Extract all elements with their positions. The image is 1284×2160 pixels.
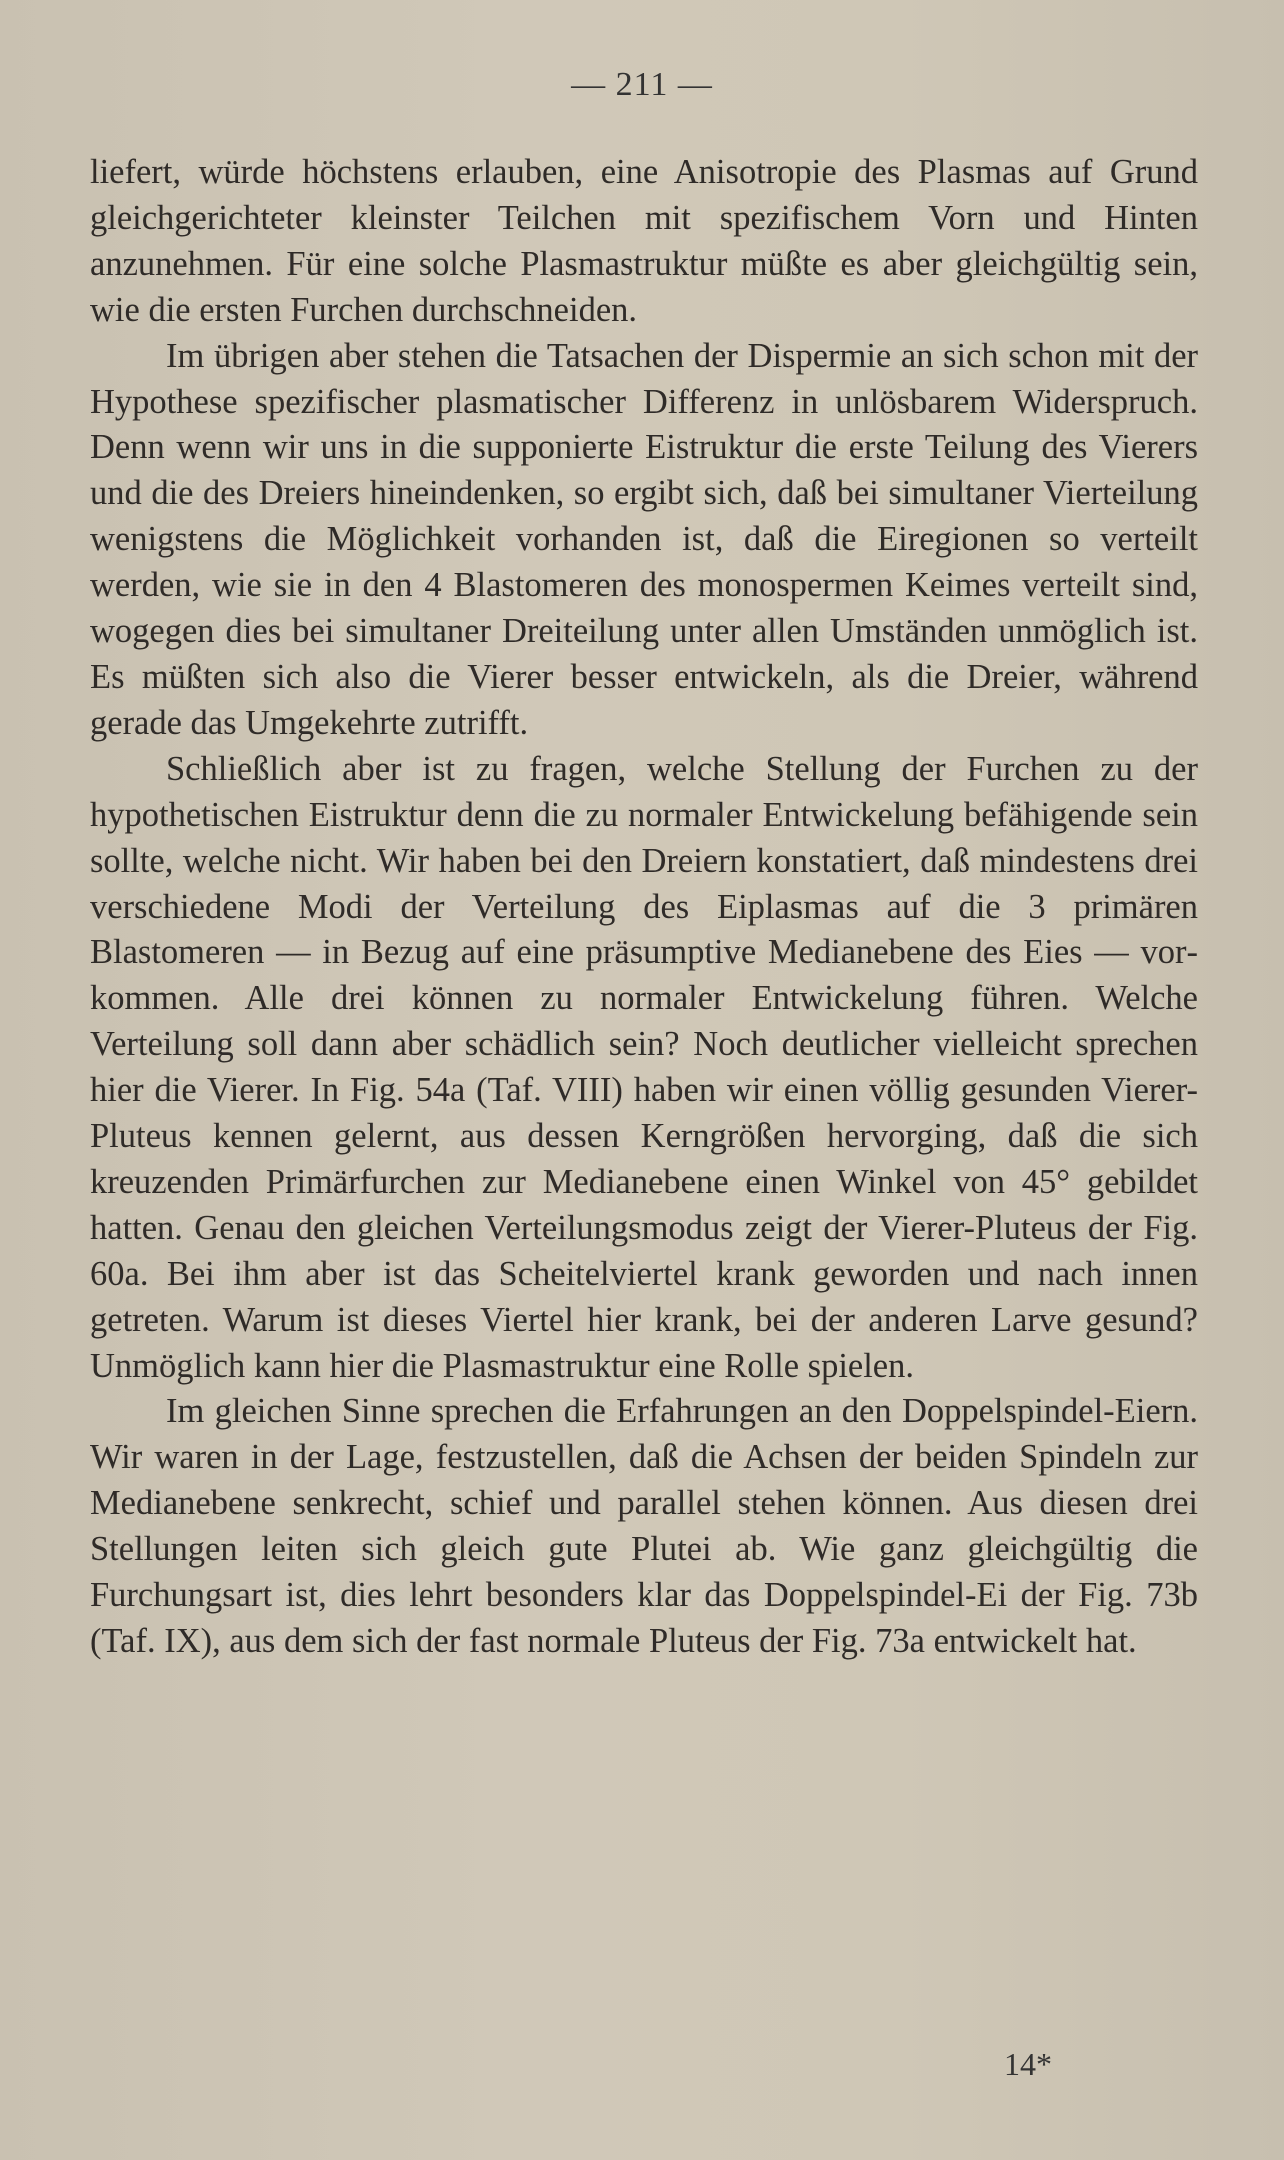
page-number: — 211 — [571, 66, 713, 103]
paragraph: Im gleichen Sinne sprechen die Erfahrungen an den Doppelspindel-Eiern. Wir waren in der Lage, festzustellen, daß die Achsen der beiden Spindeln zur Medianebene senkrecht, schief und parallel stehen können. Aus diesen drei Stellungen leiten sich gleich gute Plutei ab. Wie ganz gleichgültig die Furchungsart ist, dies lehrt besonders klar das Doppelspindel-Ei der Fig. 73b (Taf. IX), aus dem sich der fast normale Pluteus der Fig. 73a entwickelt hat. [90, 1392, 1198, 1660]
paragraph: Im übrigen aber stehen die Tatsachen der Dispermie an sich schon mit der Hypothese spezifischer plasmatischer Differenz in unlösbarem Widerspruch. Denn wenn wir uns in die supponierte Eistruktur die erste Teilung des Vierers und die des Dreiers hineindenken, so ergibt sich, daß bei simultaner Vierteilung wenigstens die Möglichkeit vorhanden ist, daß die Eiregionen so verteilt werden, wie sie in den 4 Blastomeren des monospermen Keimes verteilt sind, wogegen dies bei simultaner Dreiteilung unter allen Umständen unmöglich ist. Es müßten sich also die Vierer besser entwickeln, als die Dreier, während gerade das Umgekehrte zutrifft. [90, 336, 1198, 742]
body-text [90, 150, 1198, 1665]
paragraph: liefert, würde höchstens erlauben, eine Anisotropie des Plasmas auf Grund gleichgerichteter kleinster Teilchen mit spezifischem Vorn und Hinten anzunehmen. Für eine solche Plasmastruktur müßte es aber gleichgültig sein, wie die ersten Furchen durchschneiden. [90, 153, 1198, 329]
paragraph: Schließlich aber ist zu fragen, welche Stellung der Furchen zu der hypothetischen Eistruktur denn die zu normaler Entwickelung befähigende sein sollte, welche nicht. Wir haben bei den Dreiern konstatiert, daß mindestens drei verschiedene Modi der Verteilung des Eiplasmas auf die 3 primären Blastomeren — in Bezug auf eine präsumptive Medianebene des Eies — vorkommen. Alle drei können zu normaler Entwickelung führen. Welche Verteilung soll dann aber schädlich sein? Noch deutlicher vielleicht sprechen hier die Vierer. In Fig. 54a (Taf. VIII) haben wir einen völlig gesunden Vierer-Pluteus kennen gelernt, aus dessen Kerngrößen hervorging, daß die sich kreuzenden Primärfurchen zur Medianebene einen Winkel von 45° gebildet hatten. Genau den gleichen Verteilungsmodus zeigt der Vierer-Pluteus der Fig. 60a. Bei ihm aber ist das Scheitelviertel krank geworden und nach innen getreten. Warum ist dieses Viertel hier krank, bei der anderen Larve gesund? Unmöglich kann hier die Plasmastruktur eine Rolle spielen. [90, 749, 1198, 1385]
signature-mark: 14* [1004, 2046, 1052, 2082]
